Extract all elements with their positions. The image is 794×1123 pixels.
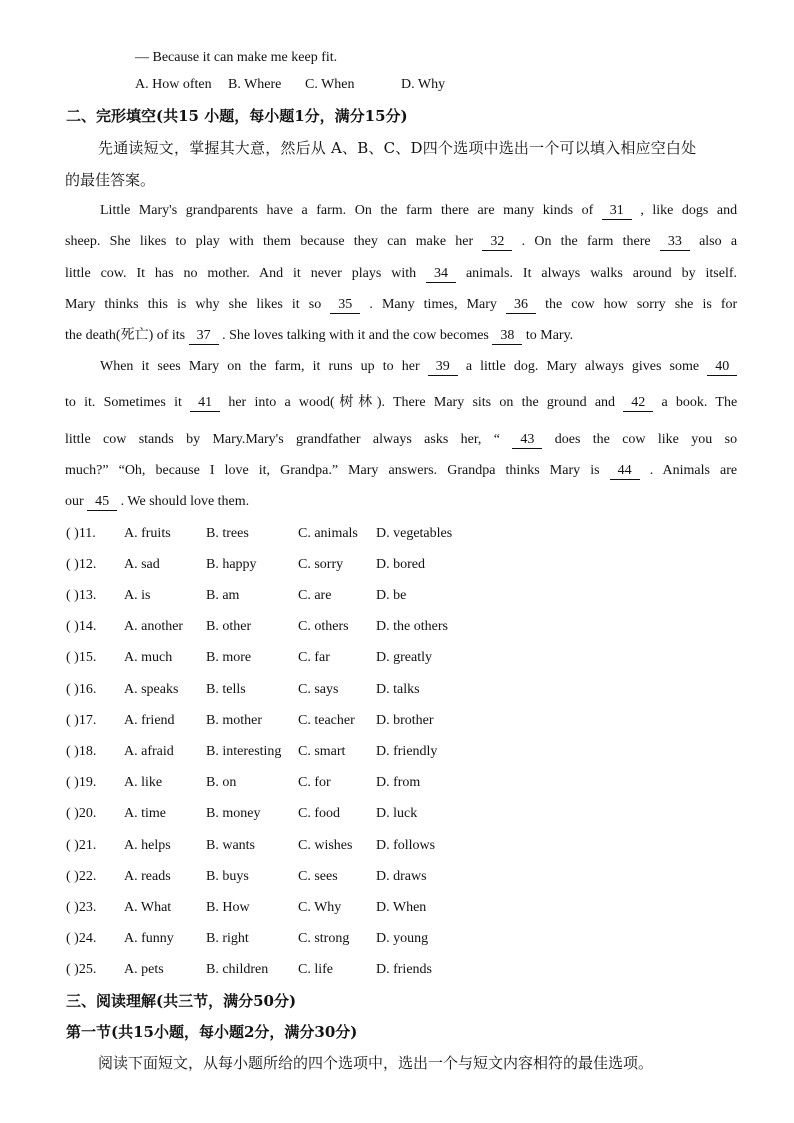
- passage-text: a: [730, 234, 738, 249]
- passage-text: stands: [138, 432, 174, 447]
- passage-text: sits: [472, 395, 492, 410]
- option-c: C. wishes: [298, 838, 353, 853]
- option-b: B. right: [206, 931, 249, 946]
- option-a: A. is: [124, 588, 151, 603]
- option-c: C. far: [298, 650, 330, 665]
- passage-text: Grandpa: [447, 463, 496, 478]
- passage-text: our: [65, 494, 84, 509]
- passage-text: . Animals: [649, 463, 710, 478]
- passage-text: with: [391, 266, 417, 281]
- question-number: ( )18.: [66, 744, 97, 759]
- question-number: ( )11.: [66, 526, 96, 541]
- passage-text: Mary: [466, 297, 497, 312]
- option-c: C. for: [298, 775, 331, 790]
- passage-text: , like: [640, 203, 674, 218]
- option-a: A. What: [124, 900, 172, 915]
- section3-instruction: 阅读下面短文，从每小题所给的四个选项中，选出一个与短文内容相符的最佳选项。: [98, 1054, 654, 1072]
- passage-text: much?”: [65, 463, 109, 478]
- passage-text: a farm.: [301, 203, 347, 218]
- passage-text: up: [360, 359, 375, 374]
- option-b: B. happy: [206, 557, 257, 572]
- passage-text: little: [65, 432, 91, 447]
- passage-text: grandfather: [296, 432, 361, 447]
- option-d: D. vegetables: [376, 526, 453, 541]
- passage-text: runs: [328, 359, 353, 374]
- option-b: B. trees: [206, 526, 249, 541]
- passage-text: a book.: [661, 395, 708, 410]
- option-b: B. wants: [206, 838, 255, 853]
- option-d: D. When: [376, 900, 427, 915]
- section2-instruction-2: 的最佳答案。: [65, 171, 156, 189]
- passage-line-10: [65, 492, 737, 512]
- prev-option-d: D. Why: [401, 77, 446, 92]
- blank-41: 41: [190, 395, 220, 412]
- passage-text: little: [65, 266, 91, 281]
- passage-text: they: [353, 234, 378, 249]
- passage-text: the death(死亡) of its: [65, 328, 186, 343]
- passage-text: it: [291, 297, 300, 312]
- passage-text: And it: [258, 266, 301, 281]
- passage-text: sorry: [636, 297, 666, 312]
- passage-text: does: [554, 432, 581, 447]
- section2-instruction-1: 先通读短文，掌握其大意，然后从 A、B、C、D四个选项中选出一个可以填入相应空白处: [98, 139, 697, 157]
- option-d: D. the others: [376, 619, 448, 634]
- passage-text: by itself.: [681, 266, 738, 281]
- passage-text: no: [183, 266, 198, 281]
- option-b: B. more: [206, 650, 252, 665]
- passage-text: with: [228, 234, 254, 249]
- passage-text: grandparents: [185, 203, 258, 218]
- passage-text: a wood(树林).: [284, 395, 386, 410]
- passage-text: The: [715, 395, 738, 410]
- passage-text: Mary.Mary's: [212, 432, 284, 447]
- passage-text: Mary: [546, 359, 577, 374]
- section3-part1-heading: 第一节(共15小题，每小题2分，满分30分): [66, 1023, 358, 1041]
- passage-text: her into: [228, 395, 277, 410]
- passage-text: sheep.: [65, 234, 101, 249]
- question-number: ( )20.: [66, 806, 97, 821]
- passage-line-2: [65, 232, 737, 252]
- option-c: C. are: [298, 588, 332, 603]
- option-c: C. animals: [298, 526, 358, 541]
- option-a: A. afraid: [124, 744, 174, 759]
- passage-text: there: [622, 234, 651, 249]
- option-d: D. bored: [376, 557, 425, 572]
- passage-text: . She loves talking with it and the cow becomes: [222, 328, 489, 343]
- passage-text: . We should love them.: [120, 494, 250, 509]
- question-number: ( )24.: [66, 931, 97, 946]
- passage-text: gives: [631, 359, 662, 374]
- option-c: C. food: [298, 806, 340, 821]
- passage-text: always: [372, 432, 412, 447]
- option-c: C. others: [298, 619, 349, 634]
- passage-text: to it.: [65, 395, 96, 410]
- option-a: A. friend: [124, 713, 175, 728]
- blank-36: 36: [506, 297, 536, 314]
- option-b: B. children: [206, 962, 269, 977]
- passage-text: is why: [177, 297, 220, 312]
- option-a: A. much: [124, 650, 173, 665]
- passage-text: Little: [100, 203, 131, 218]
- option-c: C. sees: [298, 869, 338, 884]
- passage-text: animals.: [465, 266, 513, 281]
- question-number: ( )16.: [66, 682, 97, 697]
- passage-text: dogs: [681, 203, 709, 218]
- option-c: C. smart: [298, 744, 346, 759]
- blank-31: 31: [602, 203, 632, 220]
- passage-text: Mary's: [138, 203, 178, 218]
- passage-text: Sometimes: [103, 395, 166, 410]
- passage-text: likes: [256, 297, 283, 312]
- option-b: B. on: [206, 775, 237, 790]
- option-d: D. brother: [376, 713, 434, 728]
- passage-text: like: [657, 432, 679, 447]
- passage-text: them: [263, 234, 292, 249]
- passage-text: She likes: [109, 234, 167, 249]
- passage-text: cow.: [100, 266, 127, 281]
- option-a: A. like: [124, 775, 163, 790]
- option-b: B. How: [206, 900, 250, 915]
- option-d: D. greatly: [376, 650, 432, 665]
- passage-text: plays: [351, 266, 382, 281]
- passage-text: and: [594, 395, 616, 410]
- passage-text: answers.: [388, 463, 438, 478]
- passage-text: dog.: [513, 359, 539, 374]
- passage-text: also: [699, 234, 722, 249]
- option-d: D. luck: [376, 806, 418, 821]
- option-d: D. friends: [376, 962, 432, 977]
- option-c: C. teacher: [298, 713, 355, 728]
- blank-44: 44: [610, 463, 640, 480]
- passage-text: it: [174, 395, 182, 410]
- blank-42: 42: [623, 395, 653, 412]
- option-b: B. buys: [206, 869, 249, 884]
- blank-37: 37: [189, 328, 219, 345]
- option-d: D. draws: [376, 869, 427, 884]
- passage-text: are many: [477, 203, 535, 218]
- option-c: C. sorry: [298, 557, 344, 572]
- passage-line-5: [65, 326, 737, 346]
- passage-text: It has: [136, 266, 174, 281]
- passage-text: the cow: [545, 297, 595, 312]
- question-number: ( )22.: [66, 869, 97, 884]
- passage-line-6: [100, 357, 737, 377]
- passage-text: so: [308, 297, 322, 312]
- option-a: A. time: [124, 806, 166, 821]
- option-c: C. Why: [298, 900, 342, 915]
- prev-answer-line: — Because it can make me keep fit.: [135, 50, 338, 65]
- option-d: D. young: [376, 931, 429, 946]
- passage-text: her: [401, 359, 420, 374]
- passage-line-4: [65, 295, 737, 315]
- option-a: A. helps: [124, 838, 171, 853]
- option-a: A. another: [124, 619, 184, 634]
- passage-text: never: [310, 266, 342, 281]
- passage-text: is: [590, 463, 600, 478]
- passage-text: can make: [387, 234, 447, 249]
- passage-text: always: [584, 359, 624, 374]
- blank-40: 40: [707, 359, 737, 376]
- passage-text: When: [100, 359, 134, 374]
- passage-text: how: [603, 297, 628, 312]
- passage-text: are: [720, 463, 738, 478]
- passage-text: to: [382, 359, 394, 374]
- option-a: A. speaks: [124, 682, 179, 697]
- passage-text: Mary: [433, 395, 465, 410]
- passage-text: her: [455, 234, 474, 249]
- option-c: C. strong: [298, 931, 350, 946]
- passage-text: it: [141, 359, 150, 374]
- option-a: A. pets: [124, 962, 164, 977]
- prev-option-c: C. When: [305, 77, 355, 92]
- option-a: A. sad: [124, 557, 160, 572]
- passage-text: to play: [175, 234, 220, 249]
- passage-text: on the ground: [499, 395, 587, 410]
- option-d: D. from: [376, 775, 421, 790]
- passage-text: .: [521, 234, 526, 249]
- passage-text: It always: [522, 266, 581, 281]
- question-number: ( )25.: [66, 962, 97, 977]
- option-c: C. life: [298, 962, 333, 977]
- passage-text: a little: [465, 359, 506, 374]
- blank-34: 34: [426, 266, 456, 283]
- option-d: D. follows: [376, 838, 436, 853]
- passage-line-3: [65, 264, 737, 284]
- passage-text: Mary: [348, 463, 379, 478]
- passage-text: some: [669, 359, 700, 374]
- passage-text: thinks: [505, 463, 540, 478]
- passage-text: Mary: [65, 297, 96, 312]
- option-b: B. mother: [206, 713, 262, 728]
- passage-text: she: [674, 297, 694, 312]
- option-b: B. tells: [206, 682, 246, 697]
- option-b: B. interesting: [206, 744, 282, 759]
- option-a: A. fruits: [124, 526, 171, 541]
- passage-text: thinks: [104, 297, 139, 312]
- question-number: ( )23.: [66, 900, 97, 915]
- blank-35: 35: [330, 297, 360, 314]
- question-number: ( )13.: [66, 588, 97, 603]
- passage-text: Mary: [549, 463, 581, 478]
- passage-text: mother.: [207, 266, 250, 281]
- passage-text: and: [716, 203, 738, 218]
- question-number: ( )14.: [66, 619, 97, 634]
- passage-text: have: [266, 203, 293, 218]
- option-d: D. talks: [376, 682, 420, 697]
- passage-text: “Oh, because I love it, Grandpa.”: [118, 463, 339, 478]
- passage-text: asks her, “: [424, 432, 501, 447]
- passage-text: cow: [103, 432, 127, 447]
- option-d: D. friendly: [376, 744, 438, 759]
- section3-heading: 三、阅读理解(共三节，满分50分): [66, 992, 297, 1010]
- passage-text: there: [440, 203, 469, 218]
- passage-line-1: [100, 201, 737, 221]
- passage-text: sees: [157, 359, 181, 374]
- blank-45: 45: [87, 494, 117, 511]
- passage-line-8: [65, 430, 737, 450]
- passage-text: is: [702, 297, 712, 312]
- passage-text: There: [392, 395, 426, 410]
- question-number: ( )19.: [66, 775, 97, 790]
- question-number: ( )12.: [66, 557, 97, 572]
- blank-39: 39: [428, 359, 458, 376]
- passage-text: this: [147, 297, 168, 312]
- passage-text: so: [724, 432, 738, 447]
- passage-text: it: [312, 359, 321, 374]
- question-number: ( )21.: [66, 838, 97, 853]
- passage-text: On the farm: [354, 203, 433, 218]
- passage-text: she: [228, 297, 248, 312]
- blank-38: 38: [492, 328, 522, 345]
- passage-text: Mary: [188, 359, 220, 374]
- option-a: A. reads: [124, 869, 171, 884]
- section2-heading: 二、完形填空(共15 小题，每小题1分，满分15分): [66, 107, 408, 125]
- option-b: B. other: [206, 619, 252, 634]
- passage-text: by: [186, 432, 201, 447]
- passage-text: for: [720, 297, 738, 312]
- passage-text: you: [691, 432, 713, 447]
- prev-option-b: B. Where: [228, 77, 282, 92]
- passage-text: walks: [590, 266, 623, 281]
- option-b: B. money: [206, 806, 261, 821]
- passage-text: on the: [227, 359, 267, 374]
- passage-text: . Many times,: [369, 297, 458, 312]
- option-d: D. be: [376, 588, 407, 603]
- passage-text: to Mary.: [525, 328, 574, 343]
- passage-line-7: [65, 393, 737, 413]
- passage-line-9: [65, 461, 737, 481]
- passage-text: because: [300, 234, 345, 249]
- blank-32: 32: [482, 234, 512, 251]
- question-number: ( )15.: [66, 650, 97, 665]
- option-c: C. says: [298, 682, 339, 697]
- question-number: ( )17.: [66, 713, 97, 728]
- passage-text: the cow: [592, 432, 646, 447]
- option-a: A. funny: [124, 931, 174, 946]
- option-b: B. am: [206, 588, 240, 603]
- passage-text: farm,: [274, 359, 305, 374]
- passage-text: kinds: [542, 203, 574, 218]
- blank-33: 33: [660, 234, 690, 251]
- blank-43: 43: [512, 432, 542, 449]
- prev-option-a: A. How often: [135, 77, 212, 92]
- passage-text: around: [632, 266, 672, 281]
- passage-text: of: [581, 203, 594, 218]
- passage-text: On the farm: [534, 234, 614, 249]
